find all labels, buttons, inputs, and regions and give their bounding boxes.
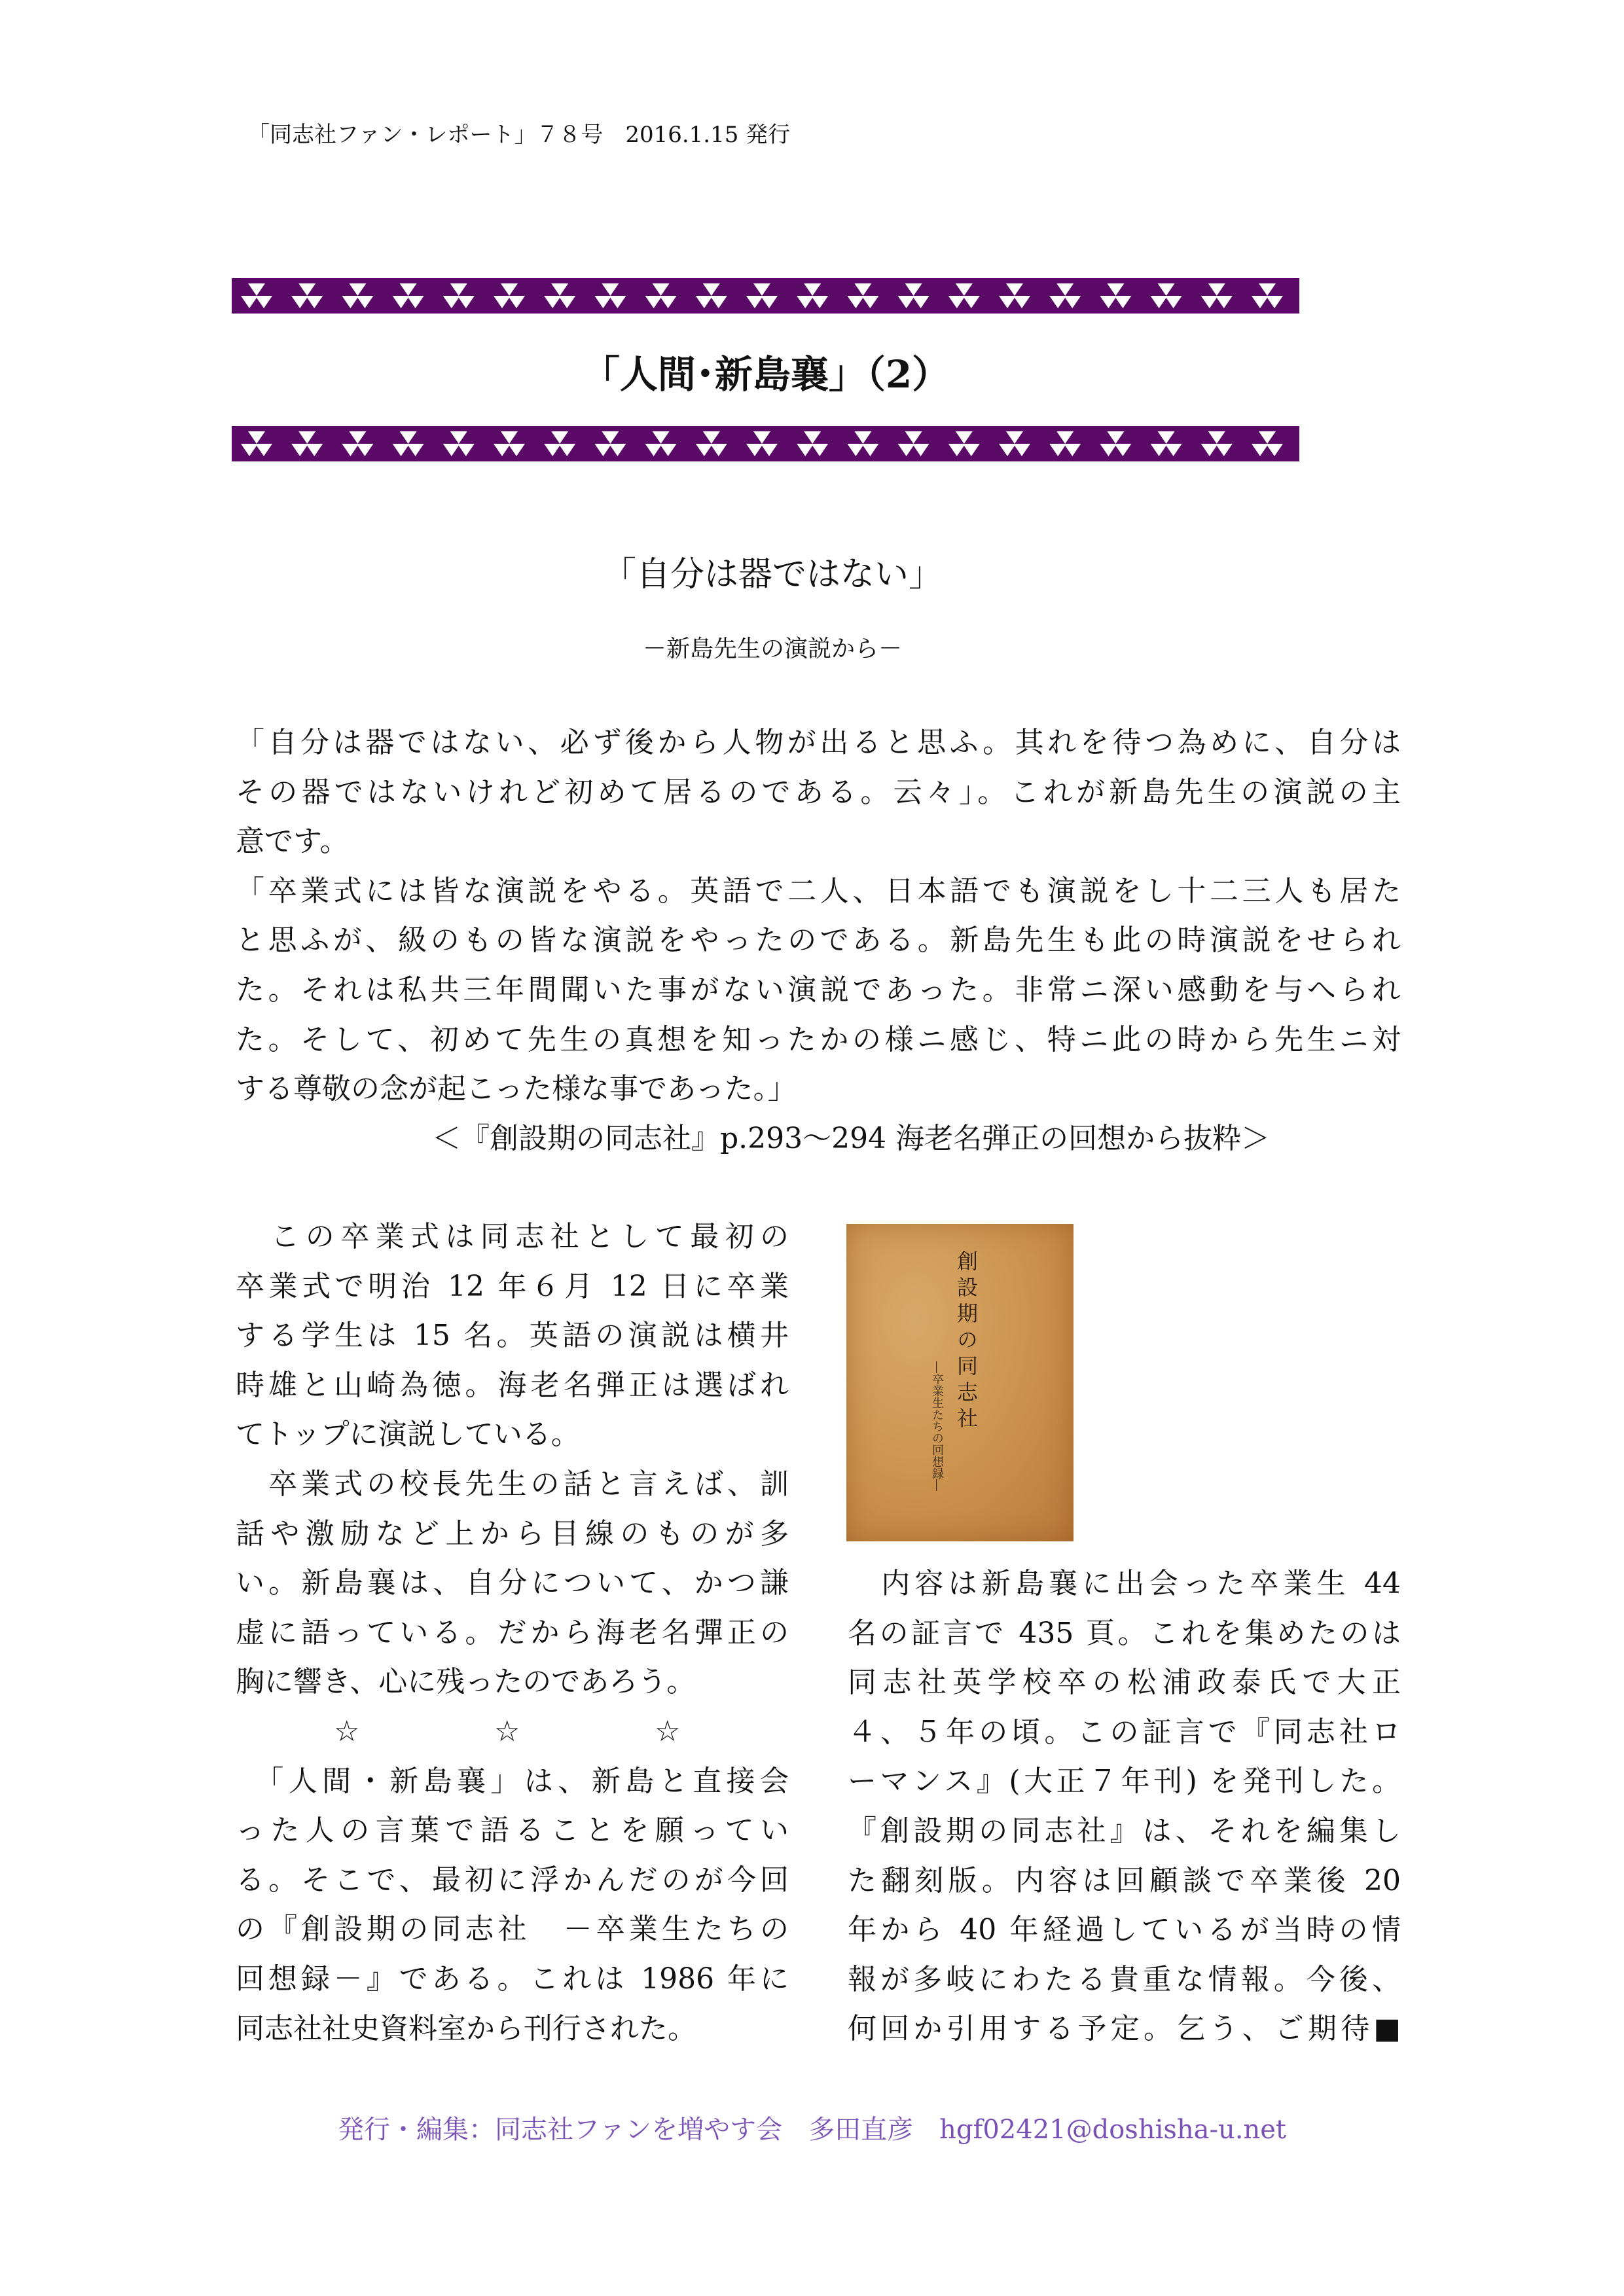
triad-icon (948, 431, 980, 456)
body-line: てトップに演説している。 (236, 1418, 580, 1452)
body-line: 胸に響き、心に残ったのであろう。 (236, 1665, 696, 1699)
citation: ＜『創設期の同志社』p.293～294 海老名弾正の回想から抜粋＞ (432, 1122, 1271, 1155)
decorative-band-top (232, 278, 1299, 314)
left-column (236, 1212, 789, 2053)
triad-icon (291, 283, 323, 308)
quote-line: その器ではないけれど初めて居るのである。云々」。これが新島先生の演説の主 (236, 775, 1401, 809)
star-icon: ☆ (334, 1714, 360, 1748)
triad-icon (1252, 283, 1283, 308)
triad-icon (1201, 431, 1233, 456)
body-line: 時雄と山崎為徳。海老名弾正は選ばれ (236, 1368, 789, 1402)
triad-icon (1151, 283, 1182, 308)
triad-icon (1100, 283, 1131, 308)
body-line: 内容は新島襄に出会った卒業生 44 (848, 1567, 1401, 1600)
star-icon: ☆ (494, 1714, 520, 1748)
triad-icon (847, 283, 878, 308)
body-line: 卒業式の校長先生の話と言えば、訓 (236, 1467, 789, 1501)
decorative-band-bottom (232, 426, 1299, 461)
quote-line: と思ふが、級のもの皆な演説をやったのである。新島先生も此の時演説をせられ (236, 924, 1401, 958)
book-subtitle: ―卒業生たちの回想録― (930, 1361, 944, 1491)
triad-icon (1252, 431, 1283, 456)
body-line: 同志社社史資料室から刊行された。 (236, 2011, 696, 2045)
quote-block (236, 718, 1401, 1114)
quote-line: 意です。 (236, 825, 349, 859)
body-line: ４、５年の頃。この証言で『同志社ロ (848, 1715, 1401, 1749)
quote-line: 「卒業式には皆な演説をやる。英語で二人、日本語でも演説をし十二三人も居た (236, 874, 1401, 908)
right-column (848, 1559, 1401, 2054)
triad-icon (594, 283, 626, 308)
triad-icon (241, 431, 272, 456)
body-line: 卒業式で明治 12 年６月 12 日に卒業 (236, 1269, 789, 1303)
body-line: た翻刻版。内容は回顧談で卒業後 20 (848, 1863, 1401, 1897)
triad-icon (797, 431, 828, 456)
body-line: 回想録－』である。これは 1986 年に (236, 1962, 789, 1996)
triad-icon (393, 283, 424, 308)
triad-icon (898, 283, 929, 308)
triad-icon (847, 431, 878, 456)
triad-icon (241, 283, 272, 308)
body-line: 同志社英学校卒の松浦政泰氏で大正 (848, 1666, 1401, 1700)
triad-icon (342, 283, 373, 308)
triad-icon (1201, 283, 1233, 308)
body-line: 年から 40 年経過しているが当時の情 (848, 1913, 1401, 1947)
triad-icon (1049, 431, 1081, 456)
triad-icon (645, 431, 677, 456)
body-line: い。新島襄は、自分について、かつ謙 (236, 1566, 789, 1600)
body-line: 何回か引用する予定。乞う、ご期待■ (848, 2012, 1401, 2046)
star-divider (236, 1707, 789, 1757)
body-line: する学生は 15 名。英語の演説は横井 (236, 1319, 789, 1353)
body-line: る。そこで、最初に浮かんだのが今回 (236, 1863, 789, 1897)
report-header: 「同志社ファン・レポート」７８号 2016.1.15 発行 (247, 122, 791, 148)
triad-icon (746, 283, 778, 308)
body-line: った人の言葉で語ることを願ってい (236, 1814, 789, 1848)
body-line: 虚に語っている。だから海老名彈正の (236, 1615, 789, 1649)
book-cover-image (846, 1224, 1074, 1541)
triad-icon (948, 283, 980, 308)
body-line: 『創設期の同志社』は、それを編集し (848, 1814, 1401, 1848)
article-title: 「人間･新島襄」（2） (581, 352, 950, 397)
quote-line: 「自分は器ではない、必ず後から人物が出ると思ふ。其れを待つ為めに、自分は (236, 726, 1401, 759)
body-line: 「人間・新島襄」は、新島と直接会 (236, 1764, 789, 1798)
triad-icon (342, 431, 373, 456)
triad-icon (494, 431, 525, 456)
triad-icon (1100, 431, 1131, 456)
triad-icon (594, 431, 626, 456)
footer-publisher: 発行・編集：同志社ファンを増やす会 多田直彦 hgf02421@doshisha-u.net (337, 2115, 1287, 2145)
body-line: この卒業式は同志社として最初の (236, 1220, 789, 1253)
triad-icon (443, 431, 475, 456)
triad-icon (696, 431, 727, 456)
triad-icon (1049, 283, 1081, 308)
triad-icon (1151, 431, 1182, 456)
triad-icon (393, 431, 424, 456)
star-icon: ☆ (655, 1714, 681, 1748)
triad-icon (645, 283, 677, 308)
triad-icon (999, 283, 1030, 308)
triad-icon (898, 431, 929, 456)
body-line: 話や激励など上から目線のものが多 (236, 1516, 789, 1551)
triad-icon (999, 431, 1030, 456)
triad-icon (544, 431, 575, 456)
triad-icon (494, 283, 525, 308)
body-line: 名の証言で 435 頁。これを集めたのは (848, 1616, 1401, 1650)
triad-icon (797, 283, 828, 308)
body-line: 報が多岐にわたる貴重な情報。今後、 (848, 1962, 1401, 1996)
triad-icon (291, 431, 323, 456)
section-subheading: －新島先生の演説から－ (642, 636, 902, 662)
section-heading: 「自分は器ではない」 (602, 555, 943, 594)
triad-icon (544, 283, 575, 308)
body-line: の『創設期の同志社 －卒業生たちの (236, 1912, 789, 1946)
quote-line: た。それは私共三年間聞いた事がない演説であった。非常ニ深い感動を与へられ (236, 973, 1401, 1007)
body-line: ーマンス』(大正７年刊) を発刊した。 (848, 1765, 1401, 1799)
book-title: 創設期の同志社 (954, 1250, 979, 1433)
quote-line: する尊敬の念が起こった様な事であった。」 (236, 1072, 797, 1106)
triad-icon (443, 283, 475, 308)
triad-icon (696, 283, 727, 308)
quote-line: た。そして、初めて先生の真想を知ったかの様ニ感じ、特ニ此の時から先生ニ対 (236, 1022, 1401, 1056)
triad-icon (746, 431, 778, 456)
